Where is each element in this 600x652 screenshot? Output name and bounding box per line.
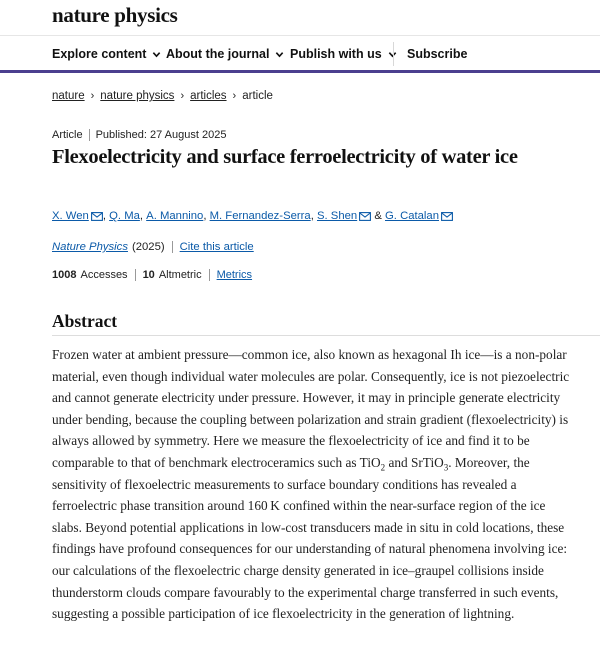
nav-explore-content[interactable] [52,47,161,61]
journal-logo[interactable]: nature physics [52,3,178,27]
author-link[interactable]: X. Wen [52,210,89,222]
abstract-text: Frozen water at ambient pressure—common ice, also known as hexagonal Ih ice—is a non-polar material, even though individual water molecules are polar. Consequently, ice is not piezoelectric and cannot generate electricity under pressure. However, it may in principle generate electricity under bending, because the coupling between polarization and strain gradient (flexoelectricity) is always allowed by symmetry. Here we measure the flexoelectricity of ice and find it to be comparable to that of benchmark electroceramics such as TiO [52,347,570,470]
abstract-heading: Abstract [52,311,118,331]
nav-item-label: Explore content [52,47,147,61]
abstract-text: and SrTiO [385,454,444,470]
author-list [52,210,453,222]
metrics-link[interactable]: Metrics [216,269,253,281]
author-link[interactable]: M. Fernandez-Serra [209,210,311,222]
chevron-right-icon: › [90,90,95,102]
subscript: 2 [380,462,386,473]
article-meta [52,129,226,141]
site-header [0,0,600,34]
chevron-down-icon [152,50,161,59]
author-link[interactable]: S. Shen [316,210,358,222]
author-separator: , [139,210,147,222]
chevron-down-icon [275,50,284,59]
article-metrics [52,269,252,281]
subscript: 3 [443,462,449,473]
mail-icon[interactable] [359,212,371,221]
nav-publish-with-us[interactable] [290,47,397,61]
journal-citation [52,241,254,253]
published-date: Published: 27 August 2025 [95,129,227,141]
breadcrumb [52,90,273,102]
cite-this-article-link[interactable]: Cite this article [179,241,254,253]
chevron-right-icon: › [232,90,237,102]
nav-item-label: About the journal [166,47,270,61]
accesses-count: 1008 [52,269,77,281]
author-separator: , [102,210,110,222]
article-title: Flexoelectricity and surface ferroelectricity of water ice [52,146,518,168]
nav-item-label: Publish with us [290,47,382,61]
abstract-text: . Moreover, the sensitivity of flexoelectric measurements to surface boundary conditions has revealed a ferroelectric phase transition around 160 K confined within the near-surface region of the ice slabs. Beyond potential applications in low-cost transducers made in situ in cold locations, these findings have profound consequences for our understanding of natural phenomena involving ice: our calculations of the flexoelectric charge density generated in ice–graupel collisions inside thunderstorm clouds compare favourably to the experimental charge transferred in such events, suggesting a possible participation of ice flexoelectricity in the generation of lightning. [52,454,568,622]
publication-year: (2025) [131,241,165,253]
author-separator: & [371,210,385,222]
altmetric-label: Altmetric [158,269,202,281]
accesses-label: Accesses [80,269,128,281]
mail-icon[interactable] [91,212,103,221]
meta-divider [89,129,90,141]
breadcrumb-articles[interactable]: articles [190,90,227,102]
chevron-right-icon: › [180,90,185,102]
altmetric-count: 10 [142,269,155,281]
abstract-body [52,344,572,625]
author-separator: , [310,210,317,222]
metrics-divider [209,269,210,281]
metrics-divider [135,269,136,281]
abstract-paragraph [52,344,572,625]
author-link[interactable]: G. Catalan [385,210,440,222]
mail-icon[interactable] [441,212,453,221]
journal-link[interactable]: Nature Physics [52,241,128,253]
abstract-divider [52,335,600,336]
breadcrumb-nature[interactable]: nature [52,90,85,102]
author-link[interactable]: A. Mannino [146,210,204,222]
subscribe-link[interactable]: Subscribe [407,47,468,61]
nav-divider [393,42,394,66]
author-separator: , [203,210,210,222]
main-nav [0,35,600,73]
author-link[interactable]: Q. Ma [109,210,140,222]
breadcrumb-nature-physics[interactable]: nature physics [100,90,175,102]
nav-about-journal[interactable] [166,47,284,61]
citation-divider [172,241,173,253]
article-type: Article [52,129,83,141]
breadcrumb-current: article [242,90,273,102]
